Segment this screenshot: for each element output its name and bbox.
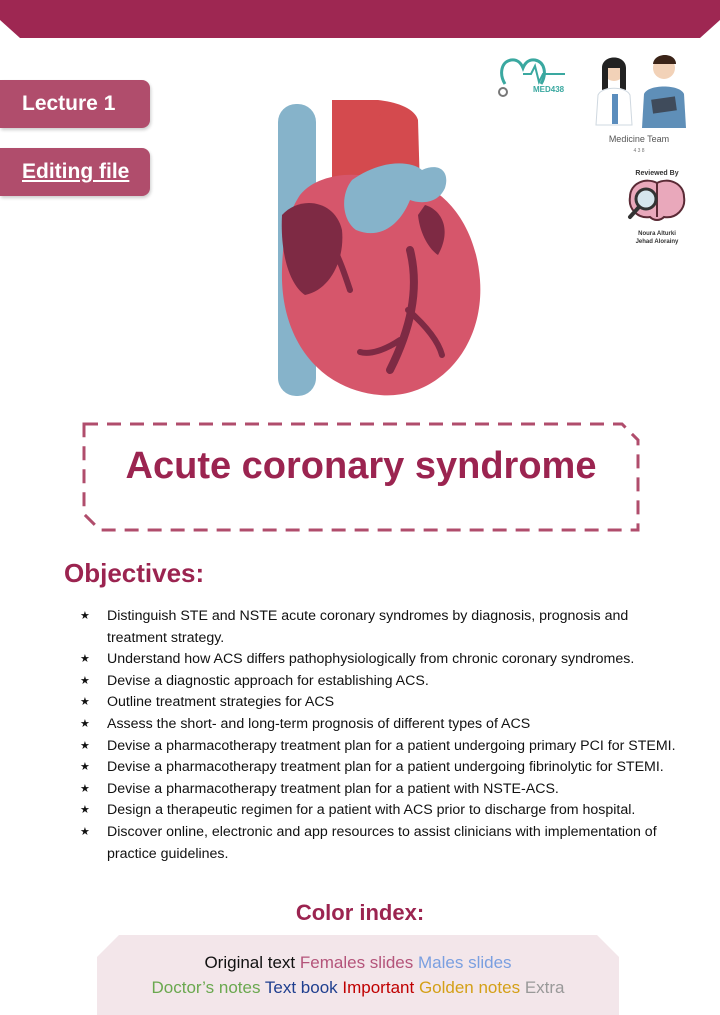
objectives-list bbox=[80, 606, 690, 865]
objectives-heading: Objectives: bbox=[64, 558, 205, 588]
star-bullet-icon: ★ bbox=[80, 761, 90, 774]
star-bullet-icon: ★ bbox=[80, 739, 90, 752]
lecture-tab[interactable]: Lecture 1 bbox=[0, 80, 150, 128]
objective-item bbox=[80, 649, 690, 671]
brain-magnifier-icon bbox=[624, 177, 690, 225]
color-index-label: Females slides bbox=[299, 953, 414, 972]
color-index-box bbox=[97, 935, 619, 1015]
objective-item bbox=[80, 822, 690, 865]
color-index-label: Extra bbox=[524, 978, 565, 997]
objective-text: Distinguish STE and NSTE acute coronary syndromes by diagnosis, prognosis and treatment strategy. bbox=[107, 608, 629, 646]
star-bullet-icon: ★ bbox=[80, 610, 90, 622]
objective-text: Devise a diagnostic approach for establishing ACS. bbox=[107, 672, 429, 689]
objective-item bbox=[80, 671, 690, 693]
objective-item bbox=[80, 757, 690, 779]
med438-logo bbox=[495, 54, 570, 102]
objective-text: Assess the short- and long-term prognosis of different types of ACS bbox=[107, 715, 531, 732]
objective-item bbox=[80, 800, 690, 822]
star-bullet-icon: ★ bbox=[80, 696, 90, 709]
medicine-team-logo bbox=[584, 50, 694, 155]
color-index-label: Text book bbox=[264, 978, 338, 997]
reviewer-name-1: Noura Alturki bbox=[638, 231, 676, 237]
objective-text: Discover online, electronic and app resources to assist clinicians with implementation of practice guidelines. bbox=[107, 823, 657, 862]
color-index-label: Original text bbox=[204, 953, 296, 972]
star-bullet-icon: ★ bbox=[80, 782, 90, 795]
objective-item bbox=[80, 692, 690, 714]
objective-item bbox=[80, 736, 690, 758]
reviewed-by-title: Reviewed By bbox=[635, 170, 679, 177]
objective-text: Design a therapeutic regimen for a patient with ACS prior to discharge from hospital. bbox=[107, 802, 636, 819]
objective-text: Outline treatment strategies for ACS bbox=[107, 694, 335, 711]
team-digits-text: 4 3 8 bbox=[633, 148, 645, 154]
reviewer-name-2: Jehad Alorainy bbox=[635, 239, 679, 245]
heart-illustration bbox=[260, 100, 490, 405]
objective-text: Devise a pharmacotherapy treatment plan for a patient undergoing fibrinolytic for STEMI. bbox=[107, 759, 664, 776]
color-index-line-1 bbox=[97, 953, 619, 973]
color-index-heading: Color index: bbox=[295, 900, 425, 925]
objective-item bbox=[80, 779, 690, 801]
objective-item bbox=[80, 714, 690, 736]
star-bullet-icon: ★ bbox=[80, 717, 90, 730]
editing-file-link[interactable]: Editing file bbox=[22, 160, 130, 183]
objective-text: Understand how ACS differs pathophysiologically from chronic coronary syndromes. bbox=[107, 651, 635, 668]
color-index-label: Golden notes bbox=[418, 978, 521, 997]
objective-text: Devise a pharmacotherapy treatment plan for a patient undergoing primary PCI for STEMI. bbox=[107, 737, 676, 754]
star-bullet-icon: ★ bbox=[80, 825, 90, 838]
color-index-line-2 bbox=[97, 978, 619, 998]
top-banner bbox=[0, 0, 720, 42]
objective-item bbox=[80, 606, 690, 649]
color-index-label: Males slides bbox=[418, 953, 512, 972]
editing-file-tab[interactable] bbox=[0, 148, 150, 196]
reviewed-by-badge bbox=[612, 170, 702, 260]
objective-text: Devise a pharmacotherapy treatment plan for a patient with NSTE-ACS. bbox=[107, 780, 559, 797]
star-bullet-icon: ★ bbox=[80, 674, 90, 687]
page-title: Acute coronary syndrome bbox=[125, 445, 597, 487]
med438-text: MED438 bbox=[533, 85, 565, 94]
color-index-label: Doctor’s notes bbox=[151, 978, 261, 997]
star-bullet-icon: ★ bbox=[80, 804, 90, 817]
color-index-label: Important bbox=[342, 978, 415, 997]
medicine-team-text: Medicine Team bbox=[608, 134, 670, 144]
star-bullet-icon: ★ bbox=[80, 653, 90, 666]
